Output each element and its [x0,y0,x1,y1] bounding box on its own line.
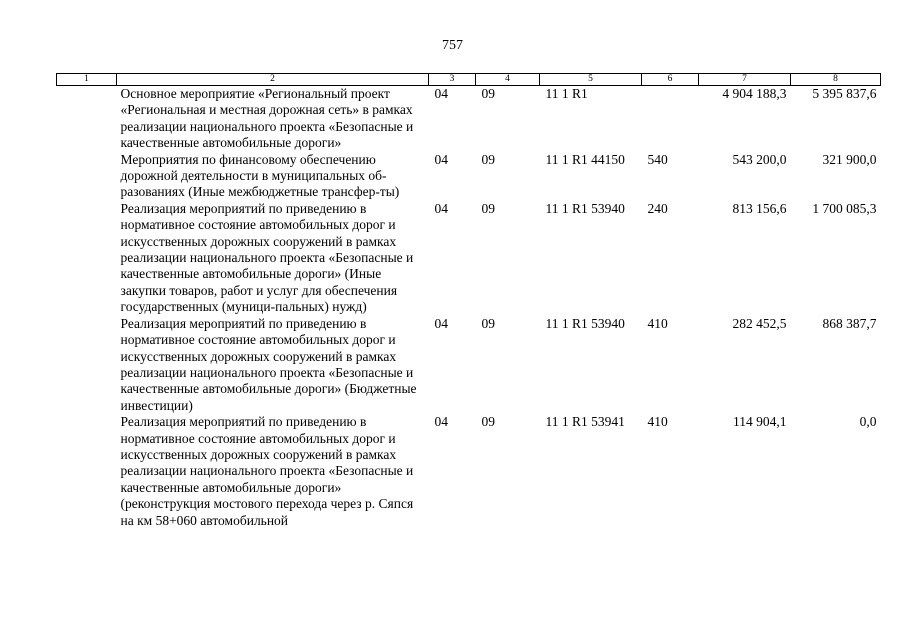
table-row [57,201,881,316]
amount-col8: 1 700 085,3 [812,200,877,216]
expense-type-code: 540 [647,151,668,167]
page-number: 757 [442,38,463,53]
subsection-code: 09 [481,315,495,331]
target-article-code: 11 1 R1 53941 [545,414,625,430]
expense-type-code: 240 [647,200,668,216]
section-code: 04 [434,414,448,430]
section-code: 04 [434,315,448,331]
target-article-code: 11 1 R1 [545,86,588,101]
item-name: Мероприятия по финансовому обеспечению дорожной деятельности в муниципальных об-разованиях (Иные межбюджетные трансфер-ты) [120,151,400,200]
column-header-2: 2 [117,74,429,86]
amount-col8: 5 395 837,6 [812,86,877,101]
column-header-5: 5 [540,74,642,86]
amount-col7: 282 452,5 [732,315,787,331]
amount-col8: 868 387,7 [822,315,877,331]
table-row [57,86,881,152]
cell-empty [57,414,117,529]
table-row [57,152,881,201]
subsection-code: 09 [481,151,495,167]
target-article-code: 11 1 R1 53940 [545,315,625,331]
target-article-code: 11 1 R1 53940 [545,200,625,216]
amount-col8: 321 900,0 [822,151,877,167]
section-code: 04 [434,200,448,216]
item-name: Реализация мероприятий по приведению в нормативное состояние автомобильных дорог и искусственных дорожных сооружений в рамках реализации национального проекта «Безопасные и качественные автомобильные дороги» (Иные закупки товаров, работ и услуг для обеспечения государственных (муници-пальных) нужд) [120,200,414,315]
budget-table [56,73,881,529]
subsection-code: 09 [481,86,495,101]
cell-empty [57,316,117,414]
table-row [57,316,881,414]
item-name: Основное мероприятие «Региональный проект «Региональная и местная дорожная сеть» в рамках реализации национального проекта «Безопасные и качественные автомобильные дороги» [120,86,414,151]
section-code: 04 [434,86,448,101]
subsection-code: 09 [481,414,495,430]
section-code: 04 [434,151,448,167]
amount-col7: 543 200,0 [732,151,787,167]
expense-type-code: 410 [647,315,668,331]
item-name: Реализация мероприятий по приведению в нормативное состояние автомобильных дорог и искусственных дорожных сооружений в рамках реализации национального проекта «Безопасные и качественные автомобильные дороги» (Бюджетные инвестиции) [120,315,417,413]
cell-empty [57,152,117,201]
column-header-8: 8 [791,74,881,86]
target-article-code: 11 1 R1 44150 [545,151,625,167]
column-header-1: 1 [57,74,117,86]
table-row [57,414,881,529]
amount-col8: 0,0 [859,414,877,430]
amount-col7: 813 156,6 [732,200,787,216]
subsection-code: 09 [481,200,495,216]
cell-empty [57,86,117,152]
header-row [57,74,881,86]
expense-type-code: 410 [647,414,668,430]
item-name: Реализация мероприятий по приведению в нормативное состояние автомобильных дорог и искусственных дорожных сооружений в рамках реализации национального проекта «Безопасные и качественные автомобильные дороги» (реконструкция мостового перехода через р. Сяпся на км 58+060 автомобильной [120,414,414,528]
cell-empty [57,201,117,316]
expense-type-code [642,86,699,152]
amount-col7: 114 904,1 [733,414,787,430]
column-header-7: 7 [699,74,791,86]
amount-col7: 4 904 188,3 [722,86,787,101]
column-header-4: 4 [476,74,540,86]
column-header-6: 6 [642,74,699,86]
column-header-3: 3 [429,74,476,86]
